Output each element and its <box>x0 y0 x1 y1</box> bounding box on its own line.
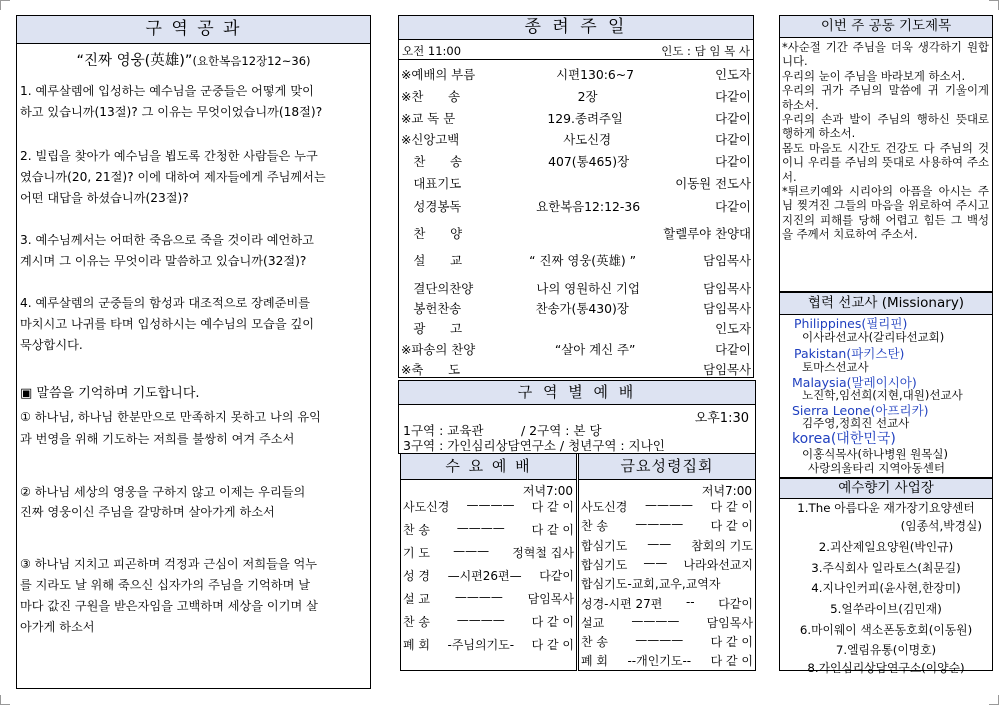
corner-mark <box>0 695 10 705</box>
missionary-name: 노진학,임선희(지현,대원)선교사 <box>802 388 963 402</box>
friday-panel <box>578 453 756 671</box>
order-row <box>399 108 753 128</box>
order-row <box>399 151 753 171</box>
missionary-name: 김주영,정희진 선교사 <box>802 416 910 430</box>
schedule-person: 다 같 이 <box>531 523 574 537</box>
business-item: 7.엘림유통(이명호) <box>835 643 937 657</box>
schedule-dash: ———— <box>635 633 684 648</box>
schedule-item: 합심기도 <box>581 557 628 572</box>
order-person: 담임목사 <box>703 301 751 316</box>
zone-line-1: 1구역 : 교육관 / 2구역 : 본 당 <box>403 423 602 438</box>
order-item: 결단의찬양 <box>401 281 474 296</box>
prayer-item: 우리의 손과 발이 주님의 행하신 뜻대로 행하게 하소서. <box>782 112 989 141</box>
schedule-row <box>403 567 574 584</box>
schedule-dash: ———— <box>456 613 505 627</box>
order-content: 사도신경 <box>563 132 612 147</box>
corner-mark <box>989 695 999 705</box>
prayer-2-line-2: 진짜 영웅이신 주님을 갈망하며 살아가게 하소서 <box>20 505 275 519</box>
corner-mark <box>0 0 10 10</box>
prayer-3-line-2: 를 지라도 날 위해 죽으신 십자가의 주님을 기억하며 날 <box>20 578 311 592</box>
business-item: 2.괴산제일요양원(박인규) <box>818 540 954 554</box>
friday-title: 금요성령집회 <box>579 454 755 480</box>
schedule-dash: -주님의기도- <box>447 638 515 652</box>
order-content: 나의 영원하신 기업 <box>536 281 640 296</box>
missionary-title: 협력 선교사 (Missionary) <box>780 293 992 315</box>
order-item: 대표기도 <box>401 176 462 191</box>
schedule-person: 참회의 기도 <box>691 538 753 553</box>
schedule-row <box>581 652 753 669</box>
order-item: 찬 송 <box>401 154 463 169</box>
order-content: 2장 <box>577 89 598 104</box>
schedule-item: 사도신경 <box>403 500 450 514</box>
schedule-item: 찬 송 <box>403 523 430 537</box>
schedule-item: 폐 회 <box>581 654 608 669</box>
schedule-row <box>581 517 753 534</box>
worship-title: 종 려 주 일 <box>399 16 753 40</box>
schedule-dash: —— <box>647 536 672 551</box>
business-item: (임종석,박경실) <box>900 519 982 533</box>
schedule-person: 다 같 이 <box>710 635 753 650</box>
order-person: 인도자 <box>715 321 751 336</box>
prayer-item: 몸도 마음도 시간도 건강도 다 주님의 것이니 우리를 주님의 뜻대로 사용하여 주소서. <box>782 140 989 184</box>
schedule-row <box>581 575 753 592</box>
order-row <box>399 278 753 298</box>
order-person: 다같이 <box>715 154 751 169</box>
order-person: 다같이 <box>715 111 751 126</box>
schedule-item: 사도신경 <box>581 500 628 514</box>
business-item: 6.마이웨이 색소폰동호회(이동원) <box>799 623 973 637</box>
schedule-item: 폐 회 <box>403 638 430 652</box>
business-item: 4.지나인커피(윤사현,한장미) <box>811 581 961 595</box>
prayer-item: *튀르키예와 시리아의 아픔을 아시는 주님 찢겨진 그들의 마음을 위로하여 주시고 지진의 피해를 당해 어렵고 힘든 그 백성을 주께서 치료하여 주소서. <box>782 184 989 242</box>
order-row <box>399 250 753 270</box>
order-item: 봉헌찬송 <box>401 301 462 316</box>
schedule-person: 다 같 이 <box>531 615 574 629</box>
prayer-1-line-1: ① 하나님, 하나님 한분만으로 만족하지 못하고 나의 유익 <box>20 410 321 424</box>
schedule-row <box>581 633 753 650</box>
schedule-dash: ———— <box>454 590 503 604</box>
question-1-line-2: 하고 있습니까(13절)? 그 이유는 무엇이었습니까(18절)? <box>20 105 323 119</box>
schedule-item: 설 교 <box>403 592 430 606</box>
order-person: 담임목사 <box>703 362 751 377</box>
wednesday-panel <box>400 453 577 671</box>
common-prayer-panel <box>779 15 993 292</box>
order-content: “ 진짜 영웅(英雄) ” <box>529 253 637 268</box>
order-item: ※신앙고백 <box>401 132 460 147</box>
order-row <box>399 86 753 106</box>
schedule-person: 다 같 이 <box>531 638 574 652</box>
lesson-panel <box>16 15 371 689</box>
prayer-3-line-4: 아가게 하소서 <box>20 620 95 634</box>
missionary-name: 이사라선교사(갈리타선교회) <box>802 330 945 344</box>
schedule-person: 다 같 이 <box>710 519 753 534</box>
schedule-dash: ——— <box>453 544 490 558</box>
schedule-dash: ———— <box>456 521 505 535</box>
order-item: 설 교 <box>401 253 463 268</box>
order-row <box>399 298 753 318</box>
schedule-dash: ———— <box>631 613 680 628</box>
schedule-person: 다같이 <box>718 596 753 611</box>
order-content: 찬송가(통430)장 <box>535 301 629 316</box>
schedule-dash: -- <box>685 594 695 609</box>
schedule-item: 기 도 <box>403 546 430 560</box>
order-person: 다같이 <box>715 89 751 104</box>
schedule-row <box>581 556 753 573</box>
order-row <box>399 64 753 84</box>
schedule-person: 다같이 <box>539 569 574 583</box>
order-content: 시편130:6~7 <box>556 67 635 82</box>
zone-title: 구 역 별 예 배 <box>399 381 755 405</box>
question-2-line-2: 였습니까(20, 21절)? 이에 대하여 제자들에게 주님께서는 <box>20 170 326 184</box>
scripture-ref: (요한복음12장12~36) <box>192 54 311 68</box>
order-item: 찬 양 <box>401 226 463 241</box>
prayer-2-line-1: ② 하나님 세상의 영웅을 구하지 않고 이제는 우리들의 <box>20 485 306 499</box>
question-1-line-1: 1. 예루살렘에 입성하는 예수님을 군중들은 어떻게 맞이 <box>20 84 314 98</box>
order-content: 요한복음12:12-36 <box>536 199 641 214</box>
schedule-row <box>403 613 574 630</box>
order-item: 성경봉독 <box>401 199 462 214</box>
common-prayer-title: 이번 주 공동 기도제목 <box>780 16 992 38</box>
zone-line-2: 3구역 : 가인심리상담연구소 / 청년구역 : 지나인 <box>403 438 665 453</box>
business-panel <box>779 478 993 675</box>
order-person: 담임목사 <box>703 253 751 268</box>
missionary-country: Sierra Leone(아프리카) <box>792 403 929 418</box>
order-content: “살아 계신 주” <box>554 342 636 357</box>
schedule-item: 성경-시편 27편 <box>581 596 663 611</box>
schedule-row <box>403 544 574 561</box>
schedule-item: 설교 <box>581 615 605 630</box>
schedule-item: 성 경 <box>403 569 430 583</box>
question-2-line-1: 2. 빌립을 찾아가 예수님을 뵙도록 간청한 사람들은 누구 <box>20 149 318 163</box>
prayer-items <box>782 40 989 242</box>
order-content: 407(통465)장 <box>548 154 630 169</box>
schedule-person: 담임목사 <box>706 615 753 630</box>
wednesday-time: 저녁7:00 <box>522 484 573 498</box>
order-person: 할렐루야 찬양대 <box>663 226 751 241</box>
prayer-item: 우리의 귀가 주님의 말씀에 귀 기울이게 하소서. <box>782 83 989 112</box>
order-row <box>399 318 753 338</box>
missionary-country: Malaysia(말레이시아) <box>792 375 917 390</box>
missionary-name: 사랑의울타리 지역아동센터 <box>808 461 945 475</box>
prayer-3-line-3: 마다 값진 구원을 받은자임을 고백하며 세상을 이기며 살 <box>20 599 318 613</box>
order-item: ※찬 송 <box>401 89 461 104</box>
schedule-item: 합심기도 <box>581 538 628 553</box>
question-4-line-1: 4. 예루살렘의 군중들의 함성과 대조적으로 장례준비를 <box>20 296 311 310</box>
lesson-subtitle <box>17 49 370 70</box>
business-title: 예수향기 사업장 <box>780 479 992 499</box>
order-item: ※교 독 문 <box>401 111 456 126</box>
question-4-line-3: 묵상합시다. <box>20 338 83 352</box>
friday-time: 저녁7:00 <box>701 484 752 498</box>
missionary-country: korea(대한민국) <box>792 431 896 447</box>
order-row <box>399 173 753 193</box>
prayer-item: 우리의 눈이 주님을 바라보게 하소서. <box>782 68 966 83</box>
order-person: 인도자 <box>715 67 751 82</box>
schedule-row <box>403 521 574 538</box>
order-row <box>399 196 753 216</box>
schedule-row <box>581 595 753 612</box>
schedule-person: 정혁철 집사 <box>512 546 574 560</box>
prayer-3-line-1: ③ 하나님 지치고 피곤하며 걱정과 근심이 저희들을 억누 <box>20 557 318 571</box>
wednesday-title: 수 요 예 배 <box>401 454 576 480</box>
schedule-item: 찬 송 <box>403 615 430 629</box>
question-3-line-1: 3. 예수님께서는 어떠한 죽음으로 죽을 것이라 예언하고 <box>20 233 314 247</box>
missionary-panel <box>779 292 993 478</box>
missionary-name: 토마스선교사 <box>802 360 869 374</box>
prayer-1-line-2: 과 번영을 위해 기도하는 저희를 불쌍히 여겨 주소서 <box>20 432 295 446</box>
order-content: 129.종려주일 <box>547 111 623 126</box>
schedule-dash: ———— <box>635 517 684 532</box>
lesson-title: 구 역 공 과 <box>17 16 370 44</box>
business-item: 8.가인심리상담연구소(이양순) <box>807 661 965 675</box>
schedule-row <box>581 498 753 515</box>
schedule-dash: ———— <box>466 498 515 512</box>
schedule-person: 다 같 이 <box>531 500 574 514</box>
worship-order-panel <box>398 15 754 378</box>
order-item: ※축 도 <box>401 362 461 377</box>
order-row <box>399 339 753 359</box>
schedule-person: 담임목사 <box>527 592 574 606</box>
schedule-dash: —— <box>643 555 668 570</box>
order-person: 이동원 전도사 <box>675 176 751 191</box>
schedule-dash: ———— <box>644 498 693 512</box>
schedule-person: 다 같 이 <box>710 500 753 514</box>
worship-meta <box>399 42 753 60</box>
worship-time: 오전 11:00 <box>402 43 462 58</box>
worship-leader: 인도 : 담 임 목 사 <box>661 43 750 58</box>
schedule-person: 나라와선교지 <box>683 557 753 572</box>
schedule-dash: —시편26편— <box>447 569 522 583</box>
business-item: 3.주식회사 일라토스(최문길) <box>811 561 961 575</box>
order-row <box>399 359 753 379</box>
schedule-row <box>403 636 574 653</box>
zone-time: 오후1:30 <box>694 411 749 426</box>
order-person: 다같이 <box>715 199 751 214</box>
order-person: 다같이 <box>715 342 751 357</box>
schedule-row <box>403 498 574 515</box>
schedule-row <box>581 537 753 554</box>
order-row <box>399 223 753 243</box>
schedule-dash: --개인기도-- <box>627 654 692 669</box>
missionary-country: Pakistan(파키스탄) <box>794 346 905 361</box>
business-item: 5.얼쑤라이브(김민재) <box>830 602 942 616</box>
schedule-row <box>581 614 753 631</box>
missionary-country: Philippines(필리핀) <box>794 316 908 331</box>
zone-worship-panel <box>398 380 756 454</box>
schedule-row <box>403 590 574 607</box>
prayer-item: *사순절 기간 주님을 더욱 생각하기 원합니다. <box>782 40 989 69</box>
order-row <box>399 129 753 149</box>
order-person: 다같이 <box>715 132 751 147</box>
schedule-dash <box>720 575 753 592</box>
missionary-name: 이홍식목사(하나병원 원목실) <box>802 447 948 461</box>
business-item: 1.The 아름다운 재가장기요양센터 <box>797 501 975 515</box>
sermon-title: “진짜 영웅(英雄)” <box>76 53 193 69</box>
order-item: ※예배의 부름 <box>401 67 476 82</box>
order-item: 광 고 <box>401 321 463 336</box>
schedule-person: 다 같 이 <box>710 654 753 669</box>
order-person: 담임목사 <box>703 281 751 296</box>
schedule-item: 찬 송 <box>581 519 608 534</box>
question-2-line-3: 어떤 대답을 하셨습니까(23절)? <box>20 191 189 205</box>
order-item: ※파송의 찬양 <box>401 342 476 357</box>
question-4-line-2: 마치시고 나귀를 타며 입성하시는 예수님의 모습을 깊이 <box>20 317 315 331</box>
question-3-line-2: 계시며 그 이유는 무엇이라 말씀하고 있습니까(32절)? <box>20 254 307 268</box>
schedule-item: 합심기도-교회,교우,교역자 <box>581 577 721 592</box>
prayer-heading: ▣ 말씀을 기억하며 기도합니다. <box>20 386 200 401</box>
schedule-item: 찬 송 <box>581 635 608 650</box>
corner-mark <box>989 0 999 10</box>
